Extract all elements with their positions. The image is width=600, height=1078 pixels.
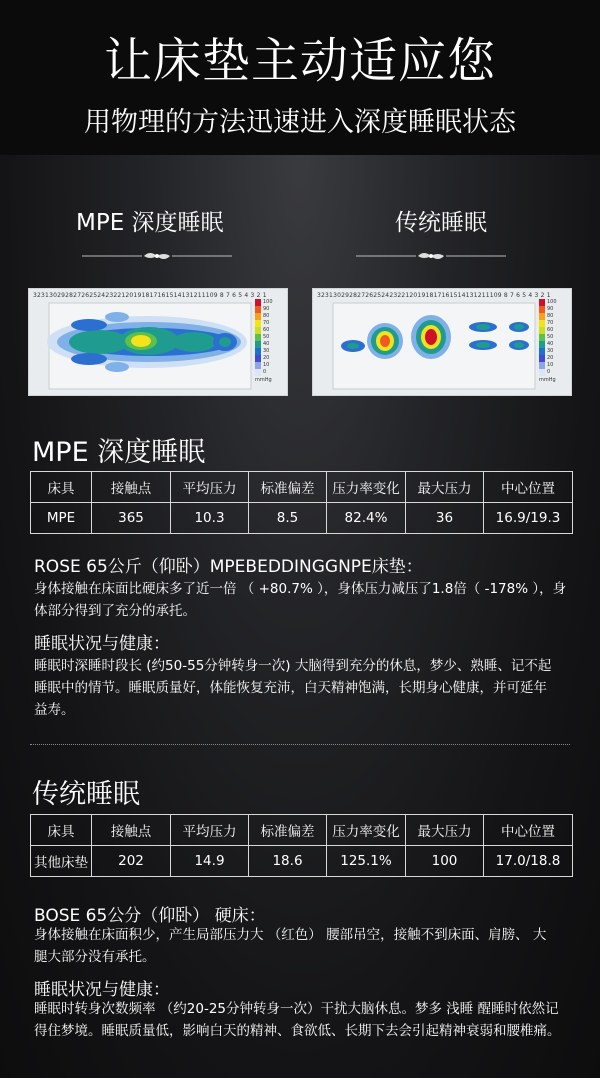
mpe-data-table [30, 471, 573, 534]
legend-value: 40 [547, 341, 554, 347]
page-subtitle: 用物理的方法迅速进入深度睡眠状态 [84, 107, 516, 138]
legend-swatch [255, 369, 261, 376]
table-cell: 125.1% [327, 846, 406, 877]
legend-swatch [539, 313, 545, 320]
legend-value: 90 [547, 306, 554, 312]
heatmap-scale-numbers: 3231302928272625242322120191817161514131211109 8 7 6 5 4 3 2 1 [317, 292, 551, 299]
legend-swatch [255, 341, 261, 348]
table-cell: 82.4% [327, 503, 406, 534]
table-header-cell: 中心位置 [484, 815, 573, 846]
legend-entry [539, 334, 557, 341]
legend-swatch [255, 320, 261, 327]
ornament-divider-icon [356, 250, 506, 262]
legend-value: 10 [547, 362, 554, 368]
legend-swatch [539, 362, 545, 369]
legend-value: 40 [263, 341, 270, 347]
legend-swatch [539, 299, 545, 306]
table-header-cell: 中心位置 [484, 472, 573, 503]
table-header-row [31, 472, 573, 503]
traditional-test-paragraph [34, 924, 574, 968]
table-cell: 18.6 [249, 846, 327, 877]
table-header-cell: 最大压力 [406, 472, 484, 503]
table-header-row [31, 815, 573, 846]
legend-swatch [539, 334, 545, 341]
legend-entry [255, 327, 273, 334]
traditional-health-heading: 睡眠状况与健康： [34, 980, 170, 1000]
table-header-cell: 接触点 [92, 815, 171, 846]
paragraph-line: 得住梦境。睡眠质量低，影响白天的精神、食欲低、长期下去会引起精神衰弱和腰椎痛。 [34, 1023, 561, 1039]
legend-value: 80 [263, 313, 270, 319]
table-cell: MPE [31, 503, 92, 534]
table-cell: 202 [92, 846, 171, 877]
table-header-cell: 平均压力 [171, 472, 249, 503]
table-cell: 17.0/18.8 [484, 846, 573, 877]
legend-value: 60 [263, 327, 270, 333]
legend-entry [255, 313, 273, 320]
legend-value: 10 [263, 362, 270, 368]
legend-entry [255, 306, 273, 313]
table-cell: 36 [406, 503, 484, 534]
legend-value: 70 [547, 320, 554, 326]
mpe-body-pressure-map [29, 289, 287, 395]
legend-entry [539, 299, 557, 306]
table-cell: 8.5 [249, 503, 327, 534]
legend-entry [255, 369, 273, 376]
ornament-divider-icon [82, 250, 232, 262]
legend-entry [255, 362, 273, 369]
paragraph-line: 睡眠中的情节。睡眠质量好，体能恢复充沛，白天精神饱满，长期身心健康，并可延年 [34, 680, 547, 696]
header-banner [0, 0, 600, 155]
legend-value: 100 [263, 299, 273, 305]
legend-entry [539, 348, 557, 355]
legend-value: 80 [547, 313, 554, 319]
legend-entry [255, 334, 273, 341]
table-header-cell: 最大压力 [406, 815, 484, 846]
traditional-pressure-heatmap [312, 288, 572, 396]
paragraph-line: 体部分得到了充分的承托。 [34, 603, 196, 619]
legend-entry [255, 320, 273, 327]
page-title: 让床垫主动适应您 [103, 33, 496, 89]
table-cell: 14.9 [171, 846, 249, 877]
legend-value: 0 [547, 369, 551, 375]
legend-swatch [255, 355, 261, 362]
legend-entry [539, 341, 557, 348]
legend-swatch [255, 362, 261, 369]
legend-entry [539, 369, 557, 376]
table-header-cell: 压力率变化 [327, 815, 406, 846]
table-cell: 16.9/19.3 [484, 503, 573, 534]
heatmap-scale-numbers: 3231302928272625242322120191817161514131211109 8 7 6 5 4 3 2 1 [33, 292, 267, 299]
legend-swatch [255, 313, 261, 320]
legend-unit: mmHg [539, 377, 556, 383]
legend-entry [539, 362, 557, 369]
table-row [31, 846, 573, 877]
mpe-test-paragraph [34, 578, 574, 622]
mpe-health-heading: 睡眠状况与健康： [34, 634, 170, 654]
legend-swatch [539, 327, 545, 334]
legend-swatch [255, 334, 261, 341]
table-header-cell: 床具 [31, 472, 92, 503]
legend-swatch [539, 341, 545, 348]
legend-entry [255, 299, 273, 306]
traditional-section-title: 传统睡眠 [32, 779, 140, 810]
traditional-column-heading: 传统睡眠 [395, 210, 487, 236]
legend-swatch [255, 306, 261, 313]
section-divider [30, 744, 570, 745]
legend-entry [539, 320, 557, 327]
legend-value: 20 [547, 355, 554, 361]
legend-swatch [255, 299, 261, 306]
legend-value: 90 [263, 306, 270, 312]
legend-value: 60 [547, 327, 554, 333]
table-header-cell: 平均压力 [171, 815, 249, 846]
traditional-health-paragraph [34, 998, 574, 1042]
table-header-cell: 接触点 [92, 472, 171, 503]
legend-value: 50 [547, 334, 554, 340]
legend-value: 0 [263, 369, 267, 375]
mpe-column-heading: MPE 深度睡眠 [76, 210, 224, 236]
legend-swatch [539, 320, 545, 327]
mpe-pressure-legend [255, 299, 273, 383]
legend-entry [539, 355, 557, 362]
table-header-cell: 压力率变化 [327, 472, 406, 503]
legend-swatch [539, 355, 545, 362]
mpe-pressure-heatmap [28, 288, 288, 396]
paragraph-line: 身体接触在床面比硬床多了近一倍 （ +80.7% ），身体压力减压了1.8倍（ -178% ），身 [34, 581, 567, 597]
legend-value: 30 [263, 348, 270, 354]
traditional-test-heading: BOSE 65公分（仰卧） 硬床： [34, 906, 266, 926]
legend-value: 30 [547, 348, 554, 354]
legend-entry [255, 348, 273, 355]
table-cell: 365 [92, 503, 171, 534]
legend-swatch [539, 348, 545, 355]
paragraph-line: 睡眠时转身次数频率 （约20-25分钟转身一次）干扰大脑休息。梦多 浅睡 醒睡时依然记 [34, 1001, 559, 1017]
table-header-cell: 床具 [31, 815, 92, 846]
legend-value: 50 [263, 334, 270, 340]
legend-unit: mmHg [255, 377, 272, 383]
mpe-test-heading: ROSE 65公斤（仰卧）MPEBEDDINGGNPE床垫： [34, 557, 423, 577]
legend-swatch [255, 327, 261, 334]
table-row [31, 503, 573, 534]
legend-entry [539, 313, 557, 320]
paragraph-line: 身体接触在床面积少，产生局部压力大 （红色） 腰部吊空，接触不到床面、肩膀、 大 [34, 927, 547, 943]
table-cell: 100 [406, 846, 484, 877]
table-cell: 10.3 [171, 503, 249, 534]
table-header-cell: 标准偏差 [249, 472, 327, 503]
mpe-health-paragraph [34, 655, 574, 721]
legend-entry [255, 341, 273, 348]
paragraph-line: 睡眠时深睡时段长 (约50-55分钟转身一次) 大脑得到充分的休息，梦少、熟睡、记不起 [34, 658, 552, 674]
traditional-body-pressure-map [313, 289, 571, 395]
traditional-pressure-legend [539, 299, 557, 383]
legend-swatch [255, 348, 261, 355]
table-header-cell: 标准偏差 [249, 815, 327, 846]
legend-entry [539, 306, 557, 313]
mpe-section-title: MPE 深度睡眠 [32, 437, 206, 468]
table-cell: 其他床垫 [31, 846, 92, 877]
legend-value: 20 [263, 355, 270, 361]
legend-swatch [539, 306, 545, 313]
traditional-data-table [30, 814, 573, 877]
legend-entry [539, 327, 557, 334]
paragraph-line: 腿大部分没有承托。 [34, 949, 156, 965]
paragraph-line: 益寿。 [34, 702, 75, 718]
legend-value: 70 [263, 320, 270, 326]
legend-entry [255, 355, 273, 362]
legend-value: 100 [547, 299, 557, 305]
legend-swatch [539, 369, 545, 376]
